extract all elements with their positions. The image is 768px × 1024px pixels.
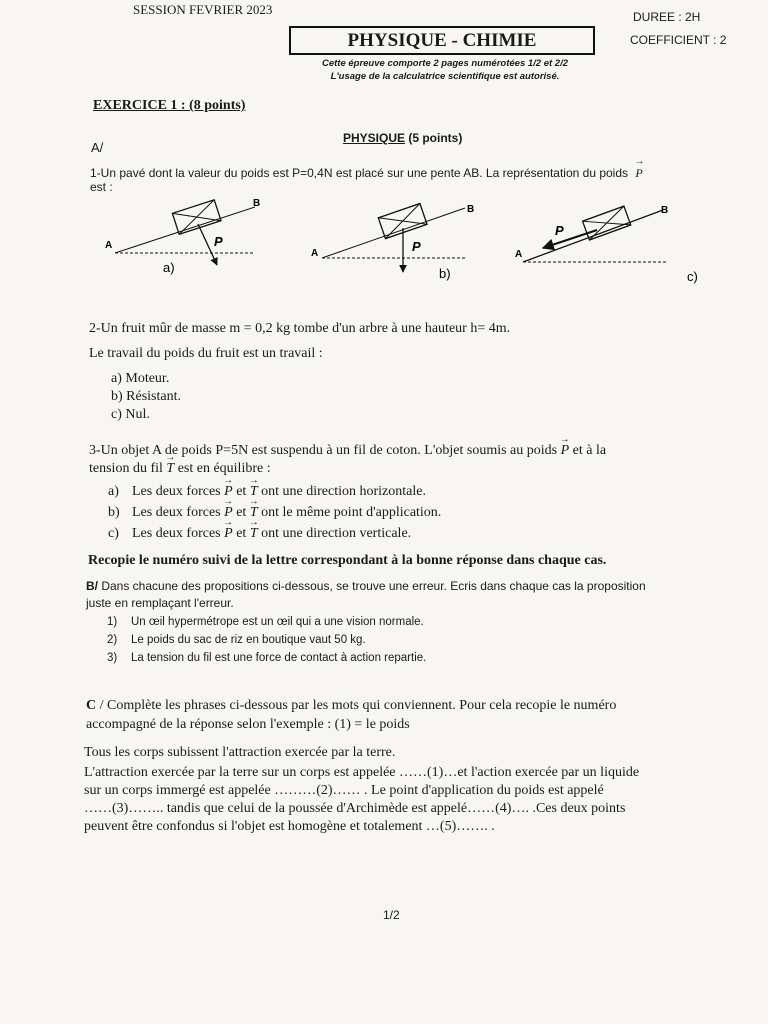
vector-t-opt: → T: [250, 525, 258, 543]
q3-option-pre: Les deux forces: [132, 526, 225, 541]
vector-p-opt: → P: [224, 504, 233, 522]
q3-option-post: ont le même point d'application.: [257, 505, 442, 520]
part-b-intro-line-2: juste en remplaçant l'erreur.: [86, 596, 234, 610]
q2-option-b: b) Résistant.: [111, 389, 181, 404]
q3-option-post: ont une direction horizontale.: [257, 484, 426, 499]
q3-option-mid: et: [232, 484, 250, 499]
label-fig-b: b): [439, 266, 451, 281]
vector-p-opt: → P: [224, 525, 233, 543]
item-text: Un œil hypermétrope est un œil qui a une vision normale.: [131, 616, 424, 628]
item-text: La tension du fil est une force de contact à action repartie.: [131, 652, 427, 664]
vector-p-opt: → P: [224, 483, 233, 501]
part-b-item-3: [107, 650, 426, 666]
page-title: PHYSIQUE - CHIMIE: [289, 26, 595, 55]
part-a-label: A/: [91, 140, 104, 155]
item-number: 2): [107, 634, 118, 646]
q3-option-letter: b): [108, 505, 120, 520]
exercise-title: EXERCICE 1 : (8 points): [93, 98, 246, 113]
paragraph-line-1: Tous les corps subissent l'attraction exercée par la terre.: [84, 745, 396, 760]
vector-t-q3: → T: [166, 460, 174, 478]
label-a-point: A: [105, 240, 113, 251]
paragraph-line-3: sur un corps immergé est appelée ………(2)…… . Le point d'application du poids est appelé: [84, 783, 604, 798]
q3-option-a: [108, 483, 426, 501]
physique-points: (5 points): [405, 131, 463, 145]
part-b-item-1: [107, 614, 424, 630]
q2-option-a: a) Moteur.: [111, 371, 170, 386]
physique-label: PHYSIQUE: [343, 131, 406, 145]
page-count-note: Cette épreuve comporte 2 pages numérotées 1/2 et 2/2: [321, 58, 569, 69]
question-1-line-1: [90, 165, 710, 181]
q2-option-c: c) Nul.: [111, 407, 150, 422]
vector-t-opt: → T: [250, 504, 258, 522]
page-number: 1/2: [383, 908, 400, 922]
question-2: 2-Un fruit mûr de masse m = 0,2 kg tombe d'un arbre à une hauteur h= 4m.: [89, 321, 511, 336]
vector-p: → P: [635, 165, 642, 181]
item-number: 3): [107, 652, 118, 664]
physique-heading: [343, 131, 462, 145]
vector-p-q3: → P: [561, 442, 570, 460]
part-b-item-2: [107, 632, 366, 648]
q3-option-b: [108, 504, 441, 522]
slope-line-b: [322, 208, 465, 258]
incline-figure: [95, 190, 715, 290]
item-text: Le poids du sac de riz en boutique vaut 50 kg.: [131, 634, 366, 646]
q3-option-mid: et: [232, 505, 250, 520]
label-p-b: P: [412, 239, 421, 254]
label-a-point-c: A: [515, 249, 523, 260]
part-c-intro-line-2: accompagné de la réponse selon l'exemple : (1) = le poids: [86, 717, 410, 732]
part-b-label: B/: [86, 579, 98, 593]
question-1-text: 1-Un pavé dont la valeur du poids est P=0,4N est placé sur une pente AB. La représentation du poids: [90, 166, 629, 180]
q3-text-b: et à la: [569, 443, 607, 458]
block-a: [172, 200, 221, 235]
part-b-intro: Dans chacune des propositions ci-dessous, se trouve une erreur. Ecris dans chaque cas la proposition: [98, 579, 646, 593]
label-p-c: P: [555, 223, 564, 238]
coefficient-label: COEFFICIENT : 2: [630, 33, 727, 47]
q3-option-letter: a): [108, 484, 119, 499]
q3-option-c: [108, 525, 411, 543]
instruction-text: Recopie le numéro suivi de la lettre correspondant à la bonne réponse dans chaque cas.: [88, 553, 607, 568]
label-a-point-b: A: [311, 248, 319, 259]
part-c-intro-line-1: [86, 697, 616, 715]
paragraph-line-2: L'attraction exercée par la terre sur un corps est appelée ……(1)…et l'action exercée par un liquide: [84, 765, 640, 780]
label-fig-a: a): [163, 260, 175, 275]
label-fig-c: c): [687, 269, 698, 284]
question-1-line-2: est :: [90, 180, 113, 194]
part-c-intro: / Complète les phrases ci-dessous par les mots qui conviennent. Pour cela recopie le numéro: [96, 698, 617, 713]
paragraph-line-5: peuvent être confondus si l'objet est homogène et totalement …(5)……. .: [84, 819, 495, 834]
q3-text-d: est en équilibre :: [174, 461, 271, 476]
q3-option-pre: Les deux forces: [132, 505, 225, 520]
session-label: SESSION FEVRIER 2023: [133, 2, 273, 17]
figure-b: [311, 203, 474, 281]
q3-text-c: tension du fil: [89, 461, 167, 476]
q3-option-mid: et: [232, 526, 250, 541]
question-3-line-2: [89, 460, 271, 478]
duree-label: DUREE : 2H: [633, 10, 701, 24]
q3-text-a: 3-Un objet A de poids P=5N est suspendu à un fil de coton. L'objet soumis au poids: [89, 443, 561, 458]
q3-option-letter: c): [108, 526, 119, 541]
figure-a: [105, 198, 260, 275]
label-b-point: B: [253, 198, 261, 209]
label-p: P: [214, 234, 223, 249]
item-number: 1): [107, 616, 118, 628]
q3-option-post: ont une direction verticale.: [257, 526, 412, 541]
q3-option-pre: Les deux forces: [132, 484, 225, 499]
vector-t-opt: → T: [250, 483, 258, 501]
question-2-stem: Le travail du poids du fruit est un travail :: [89, 346, 323, 361]
part-b-intro-line-1: [86, 578, 646, 594]
figure-c: [515, 205, 698, 284]
part-c-label: C: [86, 698, 97, 713]
label-b-point-c: B: [661, 205, 669, 216]
paragraph-line-4: ……(3)…….. tandis que celui de la poussée d'Archimède est appelé……(4)…. .Ces deux points: [84, 801, 626, 816]
block-c: [583, 206, 631, 240]
calculator-note: L'usage de la calculatrice scientifique est autorisé.: [330, 71, 560, 82]
slope-line-a: [115, 207, 255, 253]
label-b-point-b: B: [467, 204, 475, 215]
